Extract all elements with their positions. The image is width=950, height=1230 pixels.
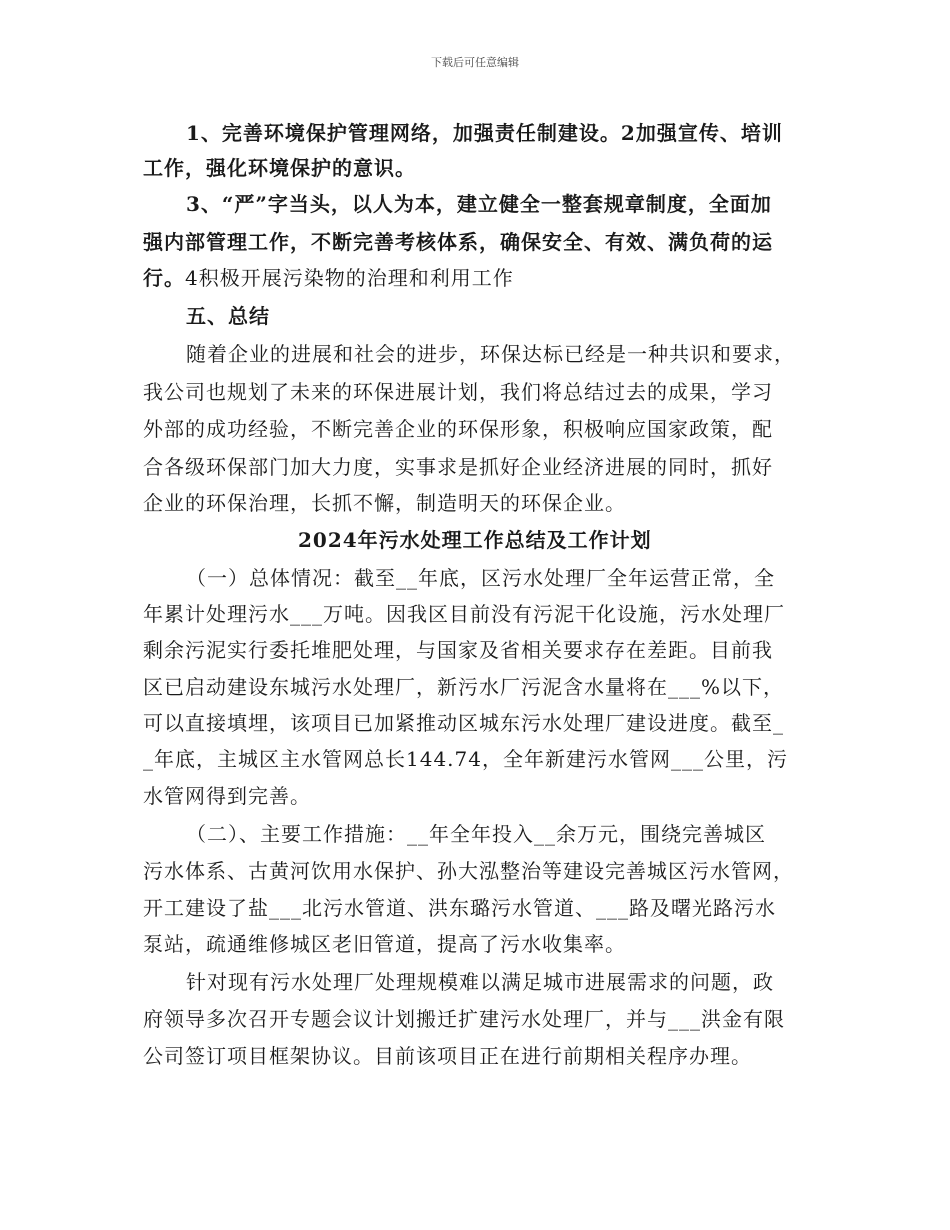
paragraph-line: （二）、主要工作措施：__年全年投入__余万元，围绕完善城区 bbox=[186, 822, 766, 846]
page-header: 下载后可任意编辑 bbox=[431, 56, 519, 69]
paragraph-line: 可以直接填埋，该项目已加紧推动区城东污水处理厂建设进度。截至_ bbox=[143, 711, 784, 735]
paragraph-line: 3、“严”字当头，以人为本，建立健全一整套规章制度，全面加 bbox=[186, 192, 772, 216]
paragraph-line: 我公司也规划了未来的环保进展计划，我们将总结过去的成果，学习 bbox=[143, 380, 773, 404]
paragraph-line: 开工建设了盐___北污水管道、洪东璐污水管道、___路及曙光路污水 bbox=[143, 896, 776, 920]
paragraph-line bbox=[143, 262, 514, 291]
paragraph-line: 合各级环保部门加大力度，实事求是抓好企业经济进展的同时，抓好 bbox=[143, 455, 773, 479]
bold-segment: 行。 bbox=[143, 266, 185, 290]
paragraph-line: 水管网得到完善。 bbox=[143, 784, 311, 808]
paragraph-line: 府领导多次召开专题会议计划搬迁扩建污水处理厂，并与___洪金有限 bbox=[143, 1007, 785, 1031]
paragraph-line: 1、完善环境保护管理网络，加强责任制建设。2加强宣传、培训 bbox=[186, 121, 783, 145]
document-title: 2024年污水处理工作总结及工作计划 bbox=[298, 528, 652, 552]
paragraph-line: 区已启动建设东城污水处理厂，新污水厂污泥含水量将在___%以下， bbox=[143, 675, 785, 699]
regular-segment: 4积极开展污染物的治理和利用工作 bbox=[185, 266, 514, 290]
paragraph-line: 针对现有污水处理厂处理规模难以满足城市进展需求的问题，政 bbox=[186, 970, 774, 994]
paragraph-line: 随着企业的进展和社会的进步，环保达标已经是一种共识和要求， bbox=[186, 342, 795, 366]
paragraph-line: 剩余污泥实行委托堆肥处理，与国家及省相关要求存在差距。目前我 bbox=[143, 638, 773, 662]
paragraph-line: （一）总体情况：截至__年底，区污水处理厂全年运营正常，全 bbox=[186, 566, 775, 590]
paragraph-line: 企业的环保治理，长抓不懈，制造明天的环保企业。 bbox=[143, 491, 626, 515]
paragraph-line: 强内部管理工作，不断完善考核体系，确保安全、有效、满负荷的运 bbox=[143, 230, 773, 254]
paragraph-line: 工作，强化环境保护的意识。 bbox=[143, 156, 416, 180]
paragraph-line: 泵站，疏通维修城区老旧管道，提高了污水收集率。 bbox=[143, 932, 626, 956]
paragraph-line: _年底，主城区主水管网总长144.74，全年新建污水管网___公里，污 bbox=[143, 747, 788, 771]
paragraph-line: 年累计处理污水___万吨。因我区目前没有污泥干化设施，污水处理厂 bbox=[143, 602, 785, 626]
paragraph-line: 公司签订项目框架协议。目前该项目正在进行前期相关程序办理。 bbox=[143, 1044, 752, 1068]
paragraph-line: 污水体系、古黄河饮用水保护、孙大泓整治等建设完善城区污水管网， bbox=[143, 859, 794, 883]
section-heading: 五、总结 bbox=[186, 304, 270, 328]
paragraph-line: 外部的成功经验，不断完善企业的环保形象，积极响应国家政策，配 bbox=[143, 417, 773, 441]
